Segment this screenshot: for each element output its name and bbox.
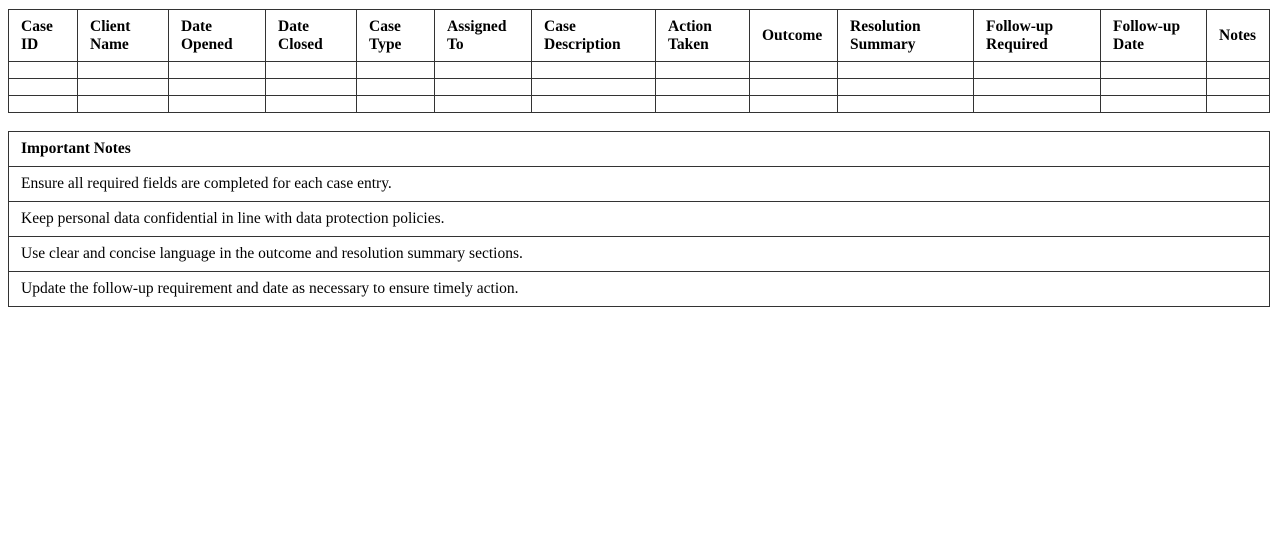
header-follow-up-required: Follow-up Required [974,10,1101,62]
table-cell[interactable] [78,79,169,96]
important-notes-table [8,131,1270,307]
table-cell[interactable] [435,79,532,96]
table-row [9,62,1270,79]
table-cell[interactable] [974,96,1101,113]
table-cell[interactable] [169,96,266,113]
table-cell[interactable] [656,79,750,96]
table-cell[interactable] [1207,79,1270,96]
table-cell[interactable] [838,96,974,113]
table-cell[interactable] [9,79,78,96]
table-cell[interactable] [266,62,357,79]
table-cell[interactable] [1101,79,1207,96]
note-item: Use clear and concise language in the outcome and resolution summary sections. [9,237,1270,272]
table-cell[interactable] [435,96,532,113]
table-cell[interactable] [532,96,656,113]
header-client-name: Client Name [78,10,169,62]
table-cell[interactable] [78,62,169,79]
table-cell[interactable] [435,62,532,79]
table-cell[interactable] [78,96,169,113]
header-date-opened: Date Opened [169,10,266,62]
header-notes: Notes [1207,10,1270,62]
table-header-row [9,10,1270,62]
header-case-description: Case Description [532,10,656,62]
table-cell[interactable] [9,96,78,113]
table-cell[interactable] [266,96,357,113]
table-cell[interactable] [169,62,266,79]
table-row [9,79,1270,96]
table-cell[interactable] [838,79,974,96]
table-cell[interactable] [532,79,656,96]
header-case-type: Case Type [357,10,435,62]
table-cell[interactable] [357,96,435,113]
table-cell[interactable] [1101,62,1207,79]
table-cell[interactable] [1207,62,1270,79]
important-notes-title: Important Notes [9,132,1270,167]
header-action-taken: Action Taken [656,10,750,62]
table-cell[interactable] [974,79,1101,96]
table-cell[interactable] [838,62,974,79]
table-cell[interactable] [266,79,357,96]
table-cell[interactable] [357,79,435,96]
table-cell[interactable] [9,62,78,79]
header-case-id: Case ID [9,10,78,62]
table-cell[interactable] [169,79,266,96]
note-item: Update the follow-up requirement and date as necessary to ensure timely action. [9,272,1270,307]
header-resolution-summary: Resolution Summary [838,10,974,62]
table-cell[interactable] [974,62,1101,79]
table-row [9,96,1270,113]
header-follow-up-date: Follow-up Date [1101,10,1207,62]
table-cell[interactable] [750,62,838,79]
header-assigned-to: Assigned To [435,10,532,62]
table-cell[interactable] [357,62,435,79]
table-cell[interactable] [532,62,656,79]
table-cell[interactable] [1101,96,1207,113]
table-cell[interactable] [656,62,750,79]
note-item: Ensure all required fields are completed for each case entry. [9,167,1270,202]
header-outcome: Outcome [750,10,838,62]
note-item: Keep personal data confidential in line with data protection policies. [9,202,1270,237]
case-log-table [8,9,1270,113]
table-cell[interactable] [750,79,838,96]
table-cell[interactable] [750,96,838,113]
table-cell[interactable] [1207,96,1270,113]
header-date-closed: Date Closed [266,10,357,62]
table-cell[interactable] [656,96,750,113]
